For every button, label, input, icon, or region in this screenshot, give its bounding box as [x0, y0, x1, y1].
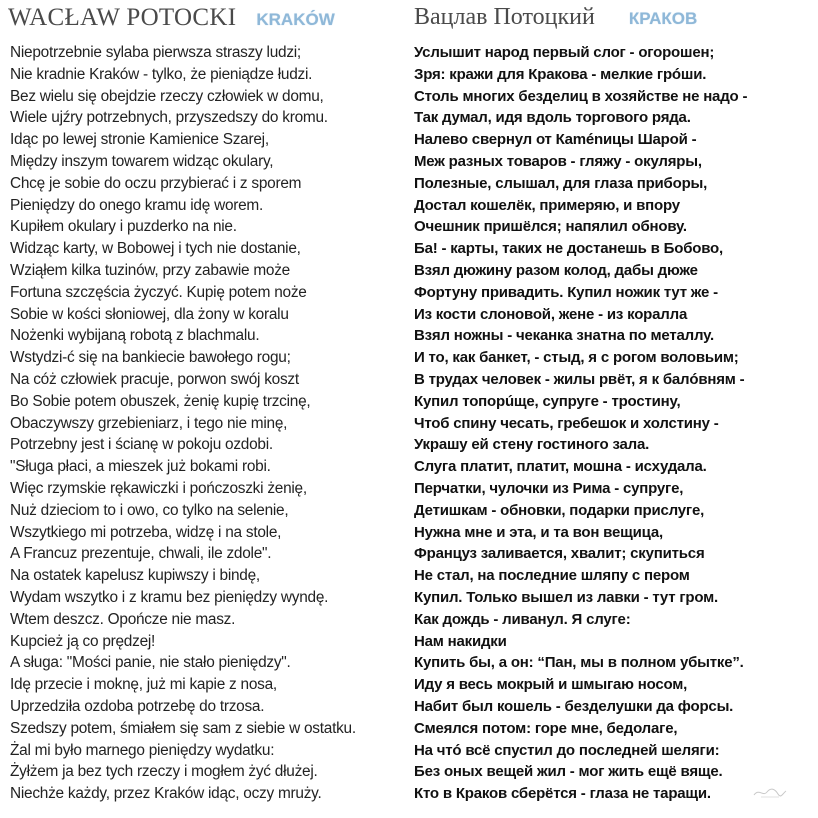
poem-line: Детишкам - обновки, подарки прислуге, — [414, 501, 705, 519]
russian-translation-column — [414, 42, 814, 805]
city-label-polish: KRAKÓW — [256, 10, 335, 29]
poem-line: И то, как банкет, - стыд, я с рогом воловьим; — [414, 349, 739, 367]
poem-line: Bo Sobie potem obuszek, żenię kupię trzcinę, — [10, 392, 311, 410]
poem-line: Pieniędzy do onego kramu idę worem. — [10, 196, 264, 214]
poem-line: Так думал, идя вдоль торгового ряда. — [414, 109, 691, 127]
poem-line: Нам накидки — [414, 632, 507, 650]
polish-header — [8, 4, 335, 36]
poem-line: Перчатки, чулочки из Рима - супруге, — [414, 479, 684, 497]
city-label-russian: КРАКОВ — [628, 9, 698, 28]
poem-line: Wydam wszytko i z kramu bez pieniędzy wyndę. — [10, 588, 329, 606]
poem-line: Między inszym towarem widząc okulary, — [10, 152, 274, 170]
poem-line: На чтó всё спустил до последней шеляги: — [414, 741, 720, 759]
poem-line: Wziąłem kilka tuzinów, przy zabawie może — [10, 261, 290, 279]
poem-line: Взял дюжину разом колод, дабы дюже — [414, 261, 698, 279]
poem-line: Nuż dzieciom to i owo, co tylko na selenie, — [10, 501, 289, 519]
poem-line: Wiele ujźry potrzebnych, przyszedszy do kromu. — [10, 109, 328, 127]
poem-line: Nożenki wybijaną robotą z blachmalu. — [10, 327, 260, 345]
poem-line: Меж разных товаров - гляжу - окуляры, — [414, 152, 702, 170]
poem-line: Не стал, на последние шляпу с пером — [414, 567, 690, 585]
poem-line: Żal mi było marnego pieniędzy wydatku: — [10, 741, 275, 759]
poem-line: Полезные, слышал, для глаза приборы, — [414, 174, 708, 192]
poem-line: Obaczywszy grzebieniarz, i tego nie minę, — [10, 414, 288, 432]
poem-line: Набит был кошель - безделушки да форсы. — [414, 697, 734, 715]
author-name-polish: WACŁAW POTOCKI — [8, 4, 237, 31]
poem-line: Взял ножны - чеканка знатна по металлу. — [414, 327, 714, 345]
poem-line: Bez wielu się obejdzie rzeczy człowiek w domu, — [10, 87, 324, 105]
poem-line: Француз заливается, хвалит; скупиться — [414, 545, 705, 563]
poem-line: Na ostatek kapelusz kupiwszy i bindę, — [10, 567, 260, 585]
poem-line: Зря: кражи для Кракова - мелкие грóши. — [414, 65, 707, 83]
poem-line: Иду я весь мокрый и шмыгаю носом, — [414, 676, 688, 694]
poem-line: Из кости слоновой, жене - из коралла — [414, 305, 688, 323]
poem-line: Нужна мне и эта, и та вон вещица, — [414, 523, 663, 541]
poem-line: Potrzebny jest i ścianę w pokoju ozdobi. — [10, 436, 273, 454]
author-name-russian: Вацлав Потоцкий — [414, 4, 595, 30]
poem-line: Sobie w kości słoniowej, dla żony w koralu — [10, 305, 289, 323]
poem-line: Очешник пришёлся; напялил обнову. — [414, 218, 687, 236]
poem-line: Ба! - карты, таких не достанешь в Бобово, — [414, 240, 723, 258]
poem-line: Na cóż człowiek pracuje, porwon swój koszt — [10, 370, 299, 388]
poem-line: Как дождь - ливанул. Я слуге: — [414, 610, 631, 628]
poem-line: Чтоб спину чесать, гребешок и холстину - — [414, 414, 719, 432]
poem-line: Столь многих безделиц в хозяйстве не надо - — [414, 87, 748, 105]
poem-line: Wszytkiego mi potrzeba, widzę i na stole, — [10, 523, 282, 541]
poem-line: Кто в Краков сберётся - глаза не таращи. — [414, 785, 711, 803]
poem-line: A Francuz prezentuje, chwali, ile zdole". — [10, 545, 272, 563]
poem-line: Wstydzi-ć się na bankiecie bawołego rogu; — [10, 349, 291, 367]
poem-line: Więc rzymskie rękawiczki i pończoszki żenię, — [10, 479, 307, 497]
poem-line: Żyłżem ja bez tych rzeczy i mogłem żyć dłużej. — [10, 763, 318, 781]
poem-line: Слуга платит, платит, мошна - исхудала. — [414, 458, 707, 476]
poem-line: Fortuna szczęścia życzyć. Kupię potem noże — [10, 283, 307, 301]
poem-line: Widząc karty, w Bobowej i tych nie dostanie, — [10, 240, 301, 258]
russian-header — [414, 4, 697, 36]
poem-line: Kupcież ją co prędzej! — [10, 632, 156, 650]
poem-line: Без оных вещей жил - мог жить ещё вяще. — [414, 763, 723, 781]
poem-line: Достал кошелёк, примеряю, и впору — [414, 196, 680, 214]
poem-line: Купить бы, а он: “Пан, мы в полном убытке”. — [414, 654, 744, 672]
poem-line: Купил. Только вышел из лавки - тут гром. — [414, 588, 719, 606]
poem-line: Nie kradnie Kraków - tylko, że pieniądze łudzi. — [10, 65, 313, 83]
poem-line: Wtem deszcz. Opończe nie masz. — [10, 610, 236, 628]
poem-line: Услышит народ первый слог - огорошен; — [414, 44, 715, 61]
poem-line: Idę przecie i moknę, już mi kapie z nosa, — [10, 676, 277, 694]
poem-line: Uprzedziła ozdoba potrzebę do trzosa. — [10, 697, 265, 715]
poem-line: Налево свернул от Кaménицы Шарой - — [414, 131, 697, 149]
poem-line: Украшу ей стену гостиного зала. — [414, 436, 650, 454]
polish-poem-column — [10, 42, 405, 805]
poem-line: "Sługa płaci, a mieszek już bokami robi. — [10, 458, 271, 476]
poem-line: A sługa: "Mości panie, nie stało pieniędzy". — [10, 654, 291, 672]
poem-line: Szedszy potem, śmiałem się sam z siebie w ostatku. — [10, 719, 356, 737]
poem-line: Фортуну привадить. Купил ножик тут же - — [414, 283, 718, 301]
poem-line: Chcę je sobie do oczu przybierać i z sporem — [10, 174, 302, 192]
poem-line: Idąc po lewej stronie Kamienice Szarej, — [10, 131, 269, 149]
signature-mark — [752, 784, 788, 800]
poem-line: Смеялся потом: горе мне, бедолаге, — [414, 719, 678, 737]
poem-line: Kupiłem okulary i puzderko na nie. — [10, 218, 237, 236]
poem-line: Купил топорúще, супруге - тростину, — [414, 392, 681, 410]
poem-line: В трудах человек - жилы рвёт, я к балóвням - — [414, 370, 745, 388]
poem-line: Niechże każdy, przez Kraków idąc, oczy mruży. — [10, 785, 322, 803]
poem-line: Niepotrzebnie sylaba pierwsza straszy ludzi; — [10, 44, 301, 61]
